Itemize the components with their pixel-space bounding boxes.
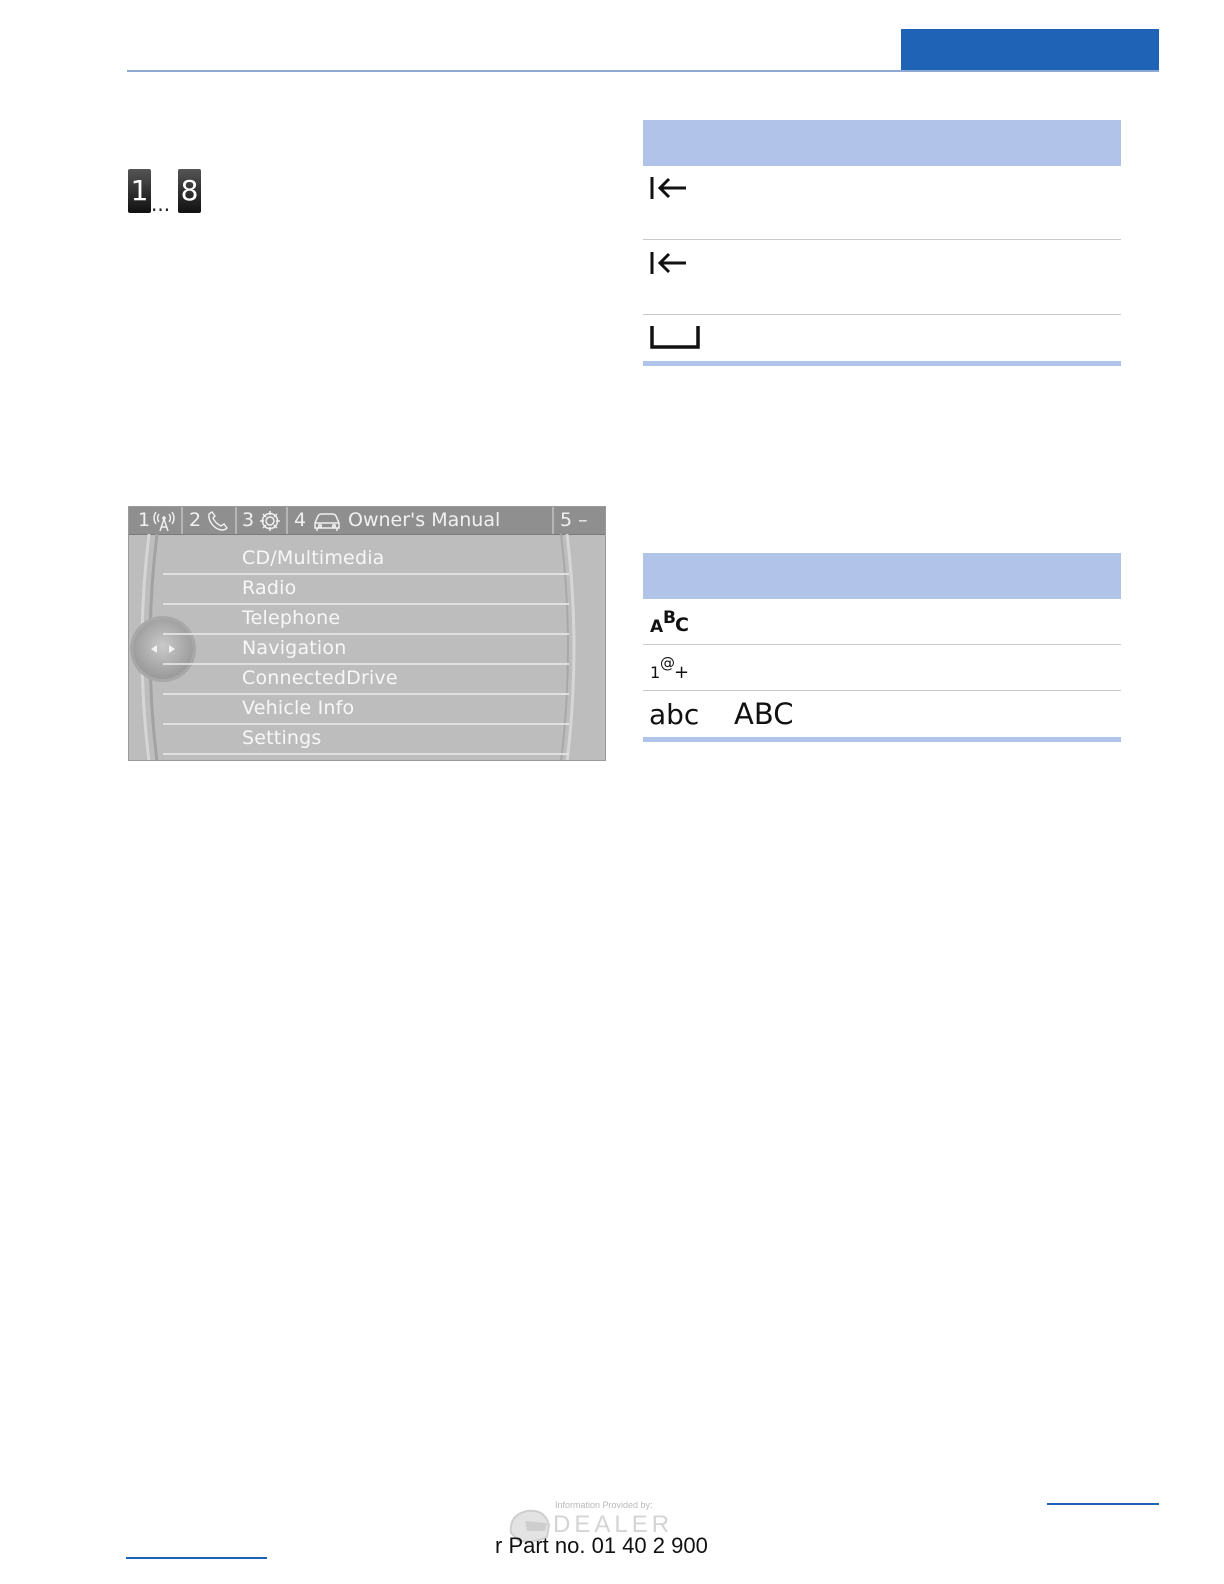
numbers-mode-char-1: 1 (650, 663, 661, 682)
menu-item-vehicle-info[interactable]: Vehicle Info (242, 697, 355, 719)
gear-icon (258, 509, 282, 533)
menu-divider (163, 573, 569, 575)
car-icon (312, 510, 342, 532)
table1-row-divider (643, 314, 1121, 315)
memory-keys-separator: ... (151, 192, 171, 216)
menu-item-navigation[interactable]: Navigation (242, 637, 347, 659)
table2-row-divider (643, 644, 1121, 645)
watermark-dealer: DEALER (553, 1511, 674, 1538)
tab-separator (181, 507, 183, 534)
table1-bottom-rule (643, 361, 1121, 366)
idrive-tab-bar (129, 507, 605, 535)
menu-divider (163, 603, 569, 605)
table1-row-divider (643, 239, 1121, 240)
letters-mode-char-a: A (650, 617, 664, 637)
table1-header (643, 120, 1121, 166)
table2-row-divider (643, 690, 1121, 691)
phone-handset-icon (205, 510, 231, 532)
space-bar-icon (650, 325, 700, 349)
lowercase-abc-icon: abc (649, 698, 700, 731)
footer-rule-left (126, 1557, 267, 1559)
tab-separator (235, 507, 237, 534)
tab-1-number: 1 (138, 509, 151, 531)
memory-key-8-icon: 8 (178, 169, 201, 213)
header-rule (127, 70, 1159, 72)
menu-divider (163, 753, 569, 755)
menu-item-telephone[interactable]: Telephone (242, 607, 341, 629)
table2-bottom-rule (643, 737, 1121, 742)
letters-mode-char-c: C (675, 614, 689, 636)
menu-divider (163, 633, 569, 635)
numbers-mode-char-plus: + (674, 662, 690, 683)
numbers-symbols-mode-icon (650, 653, 710, 683)
menu-item-settings[interactable]: Settings (242, 727, 322, 749)
delete-all-icon (650, 251, 688, 275)
table2-header (643, 553, 1121, 599)
controller-knob-icon (133, 619, 193, 679)
tab-2-number: 2 (189, 509, 202, 531)
uppercase-abc-icon: ABC (734, 697, 794, 731)
header-tab (901, 29, 1159, 72)
menu-divider (163, 723, 569, 725)
letters-mode-char-b: B (663, 608, 676, 628)
footer-rule-right (1047, 1503, 1159, 1505)
part-number: r Part no. 01 40 2 900 (495, 1533, 708, 1558)
tab-5: 5 – (560, 509, 588, 531)
tab-4-number: 4 (294, 509, 307, 531)
menu-item-connecteddrive[interactable]: ConnectedDrive (242, 667, 398, 689)
memory-key-1-icon: 1 (128, 169, 151, 213)
menu-divider (163, 663, 569, 665)
watermark-caption: Information Provided by: (555, 1500, 653, 1510)
tab-3-number: 3 (242, 509, 255, 531)
tab-separator (286, 507, 288, 534)
idrive-main-menu-screenshot (128, 506, 606, 761)
menu-item-radio[interactable]: Radio (242, 577, 297, 599)
radio-antenna-icon (151, 510, 177, 532)
letters-mode-icon (650, 608, 710, 638)
tab-separator (552, 507, 554, 534)
screen-title: Owner's Manual (348, 509, 501, 531)
delete-backspace-icon (650, 176, 688, 200)
numbers-mode-char-at: @ (660, 654, 675, 672)
menu-divider (163, 693, 569, 695)
menu-item-cd-multimedia[interactable]: CD/Multimedia (242, 547, 385, 569)
